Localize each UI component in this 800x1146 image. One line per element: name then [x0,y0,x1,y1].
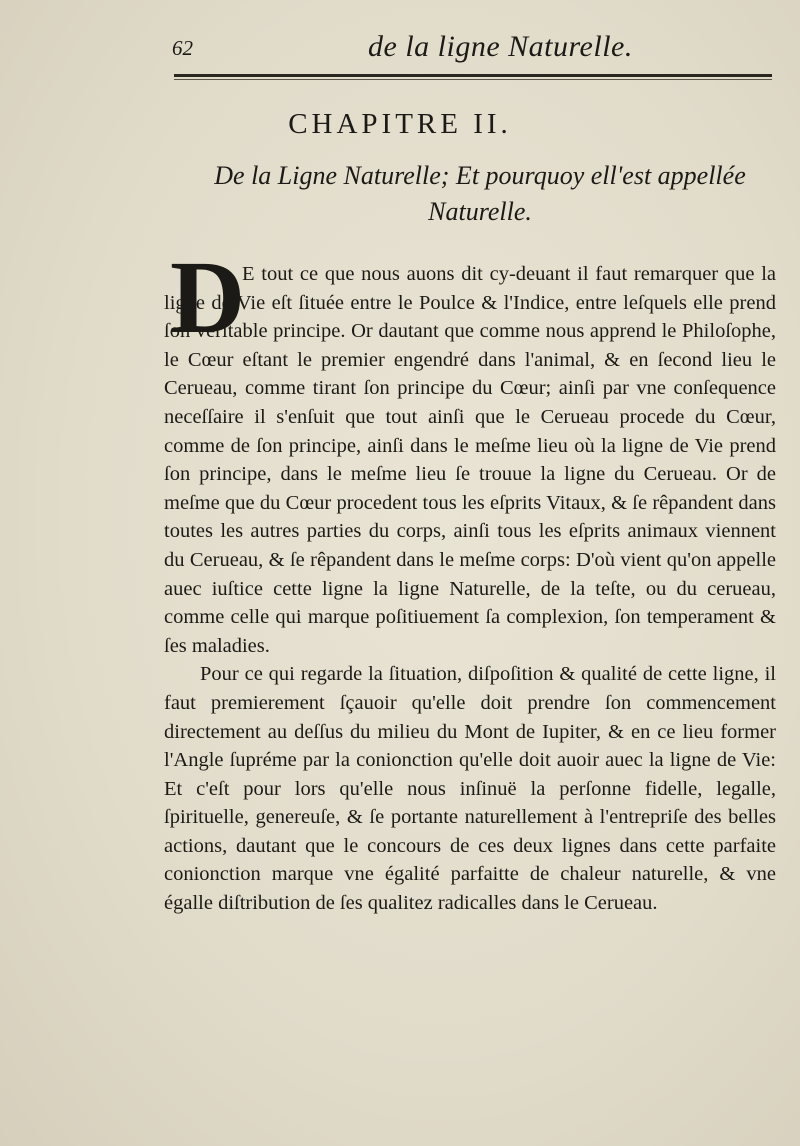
chapter-heading: CHAPITRE II. [288,108,512,140]
paragraph-2: Pour ce qui regarde la ſituation, diſpoſition & qualité de cette ligne, il faut premierement ſçauoir qu'elle doit prendre ſon commencement directement au deſſus du milieu du Mont de Iupiter, & en ce lieu former l'Angle ſupréme par la conionction qu'elle doit auoir auec la ligne de Vie: Et c'eſt pour lors qu'elle nous inſinuë la perſonne fidelle, legalle, ſpirituelle, genereuſe, & ſe portante naturellement à l'entrepriſe des belles actions, dautant que le concours de ces deux lignes dans cette parfaite conionction marque vne égalité parfaitte de chaleur naturelle, & vne égalle diſtribution de ſes qualitez radicalles dans le Cerueau. [164,663,776,915]
paragraph-1: E tout ce que nous auons dit cy-deuant il faut remarquer que la ligne de Vie eſt ſituée entre le Poulce & l'Indice, entre leſquels elle prend ſon veritable principe. Or dautant que comme nous apprend le Philoſophe, le Cœur eſtant le premier engendré dans l'animal, & en ſecond lieu le Cerueau, comme tirant ſon principe du Cœur; ainſi par vne conſequence neceſſaire il s'enſuit que tout ainſi que le Cerueau procede du Cœur, comme de ſon principe, ainſi dans le meſme lieu où la ligne de Vie prend ſon principe, dans le meſme lieu ſe trouue la ligne du Cerueau. Or de meſme que du Cœur procedent tous les eſprits Vitaux, & ſe rêpandent dans toutes les autres parties du corps, ainſi tous les eſprits animaux viennent du Cerueau, & ſe rêpandent dans le meſme corps: D'où vient qu'on appelle auec iuſtice cette ligne la ligne Naturelle, de la teſte, ou du cerueau, comme celle qui marque poſitiuement ſa complexion, ſon temperament & ſes maladies. [164,263,776,657]
body-text [164,260,776,918]
chapter-subtitle-line2: Naturelle. [428,197,532,226]
page-header [172,30,772,66]
page-number: 62 [172,36,193,60]
chapter-subtitle-line1: De la Ligne Naturelle; Et pourquoy ell'est appellée [214,161,746,190]
header-rule [174,74,772,77]
running-title: de la ligne Naturelle. [368,30,633,63]
header-rule-thin [174,79,772,80]
drop-cap: D [170,240,246,355]
chapter-subtitle [180,158,780,230]
